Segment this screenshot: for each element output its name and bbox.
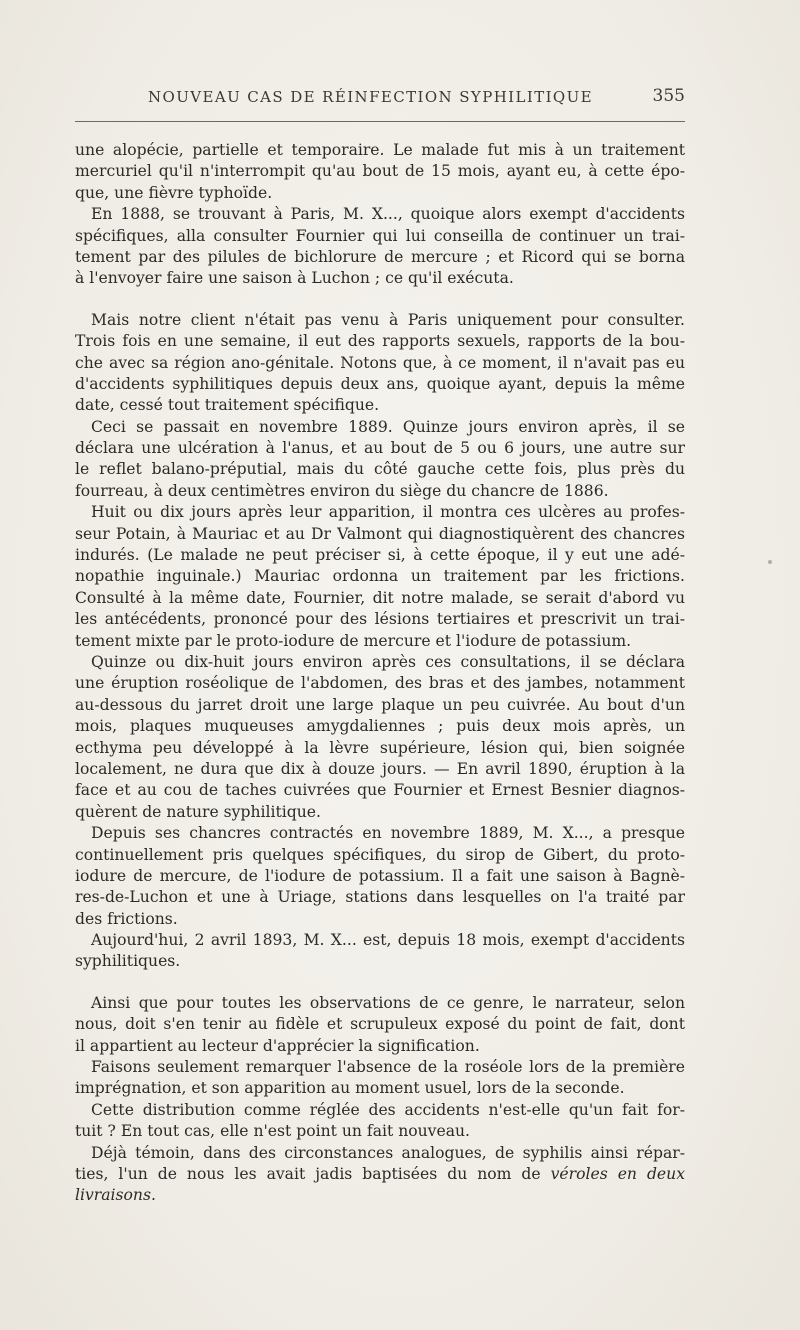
text-line: syphilitiques. xyxy=(75,952,181,971)
text-line: Trois fois en une semaine, il eut des rapports sexuels, rapports de la bou- xyxy=(75,332,685,351)
text-line: nopathie inguinale.) Mauriac ordonna un traitement par les frictions. xyxy=(75,567,685,586)
running-title: NOUVEAU CAS DE RÉINFECTION SYPHILITIQUE xyxy=(148,88,594,106)
paragraph xyxy=(75,823,685,930)
italic-term: livraisons. xyxy=(75,1186,156,1205)
text-line: che avec sa région ano-génitale. Notons que, à ce moment, il n'avait pas eu xyxy=(75,353,685,372)
text-line: quèrent de nature syphilitique. xyxy=(75,802,321,821)
running-head xyxy=(75,86,685,110)
paragraph xyxy=(75,204,685,290)
text-line: au-dessous du jarret droit une large plaque un peu cuivrée. Au bout d'un xyxy=(75,695,685,714)
italic-term: véroles en deux xyxy=(550,1164,685,1183)
text-line: déclara une ulcération à l'anus, et au bout de 5 ou 6 jours, une autre sur xyxy=(75,439,685,458)
text-line: mercuriel qu'il n'interrompit qu'au bout de 15 mois, ayant eu, à cette épo- xyxy=(75,162,685,181)
paragraph-gap xyxy=(75,290,685,310)
text-line: Ainsi que pour toutes les observations de ce genre, le narrateur, selon xyxy=(91,993,685,1012)
text-line: fourreau, à deux centimètres environ du siège du chancre de 1886. xyxy=(75,481,609,500)
text-line: localement, ne dura que dix à douze jours. — En avril 1890, éruption à la xyxy=(75,759,685,778)
text-line: mois, plaques muqueuses amygdaliennes ; puis deux mois après, un xyxy=(75,717,685,736)
text-line: Huit ou dix jours après leur apparition, il montra ces ulcères au profes- xyxy=(91,503,685,522)
text-line: En 1888, se trouvant à Paris, M. X..., quoique alors exempt d'accidents xyxy=(91,205,685,224)
paragraph xyxy=(75,417,685,503)
text-line: nous, doit s'en tenir au fidèle et scrupuleux exposé du point de fait, dont xyxy=(75,1015,685,1034)
text-line: il appartient au lecteur d'apprécier la signification. xyxy=(75,1036,480,1055)
paragraph xyxy=(75,1100,685,1143)
text-line: à l'envoyer faire une saison à Luchon ; ce qu'il exécuta. xyxy=(75,269,514,288)
text-line: res-de-Luchon et une à Uriage, stations dans lesquelles on l'a traité par xyxy=(75,888,685,907)
text-line: Quinze ou dix-huit jours environ après ces consultations, il se déclara xyxy=(91,652,685,671)
text-line: Aujourd'hui, 2 avril 1893, M. X... est, depuis 18 mois, exempt d'accidents xyxy=(91,931,685,950)
text-line: Depuis ses chancres contractés en novembre 1889, M. X..., a presque xyxy=(91,824,685,843)
text-line: Faisons seulement remarquer l'absence de la roséole lors de la première xyxy=(91,1058,685,1077)
body-text xyxy=(75,140,685,1207)
text-line: les antécédents, prononcé pour des lésions tertiaires et prescrivit un trai- xyxy=(75,610,685,629)
paragraph xyxy=(75,1057,685,1100)
paragraph xyxy=(75,993,685,1057)
text-segment: ties, l'un de nous les avait jadis baptisées du nom de xyxy=(75,1164,541,1183)
text-line: une alopécie, partielle et temporaire. Le malade fut mis à un traitement xyxy=(75,141,685,159)
page-number: 355 xyxy=(652,86,685,106)
text-line: Mais notre client n'était pas venu à Paris uniquement pour consulter. xyxy=(91,310,685,329)
paragraph xyxy=(75,502,685,652)
text-line: tuit ? En tout cas, elle n'est point un fait nouveau. xyxy=(75,1122,471,1141)
text-line: tement mixte par le proto-iodure de mercure et l'iodure de potassium. xyxy=(75,631,632,650)
paragraph xyxy=(75,310,685,417)
paragraph xyxy=(75,652,685,823)
text-line: spécifiques, alla consulter Fournier qui lui conseilla de continuer un trai- xyxy=(75,226,685,245)
paragraph xyxy=(75,1143,685,1207)
text-line: continuellement pris quelques spécifiques, du sirop de Gibert, du proto- xyxy=(75,845,685,864)
text-line: Consulté à la même date, Fournier, dit notre malade, se serait d'abord vu xyxy=(75,588,685,607)
text-line: une éruption roséolique de l'abdomen, des bras et des jambes, notamment xyxy=(75,674,685,693)
text-line: d'accidents syphilitiques depuis deux ans, quoique ayant, depuis la même xyxy=(75,374,685,393)
paragraph-gap xyxy=(75,973,685,993)
header-rule xyxy=(75,121,685,122)
text-line: face et au cou de taches cuivrées que Fournier et Ernest Besnier diagnos- xyxy=(75,781,685,800)
text-line: des frictions. xyxy=(75,909,178,928)
paragraph xyxy=(75,140,685,204)
text-line: indurés. (Le malade ne peut préciser si, à cette époque, il y eut une adé- xyxy=(75,546,685,565)
text-line: iodure de mercure, de l'iodure de potassium. Il a fait une saison à Bagnè- xyxy=(75,866,685,885)
text-line: Ceci se passait en novembre 1889. Quinze jours environ après, il se xyxy=(91,417,685,436)
text-line: le reflet balano-préputial, mais du côté gauche cette fois, plus près du xyxy=(75,460,685,479)
paper-blemish xyxy=(768,560,772,564)
text-line xyxy=(75,1164,685,1185)
text-line: imprégnation, et son apparition au moment usuel, lors de la seconde. xyxy=(75,1079,625,1098)
text-line: date, cessé tout traitement spécifique. xyxy=(75,396,380,415)
text-line: ecthyma peu développé à la lèvre supérieure, lésion qui, bien soignée xyxy=(75,738,685,757)
text-line: Déjà témoin, dans des circonstances analogues, de syphilis ainsi répar- xyxy=(91,1143,685,1162)
text-line: seur Potain, à Mauriac et au Dr Valmont qui diagnostiquèrent des chancres xyxy=(75,524,685,543)
paragraph xyxy=(75,930,685,973)
text-line: Cette distribution comme réglée des accidents n'est-elle qu'un fait for- xyxy=(91,1100,685,1119)
text-line: que, une fièvre typhoïde. xyxy=(75,183,273,202)
text-line: tement par des pilules de bichlorure de mercure ; et Ricord qui se borna xyxy=(75,247,685,266)
